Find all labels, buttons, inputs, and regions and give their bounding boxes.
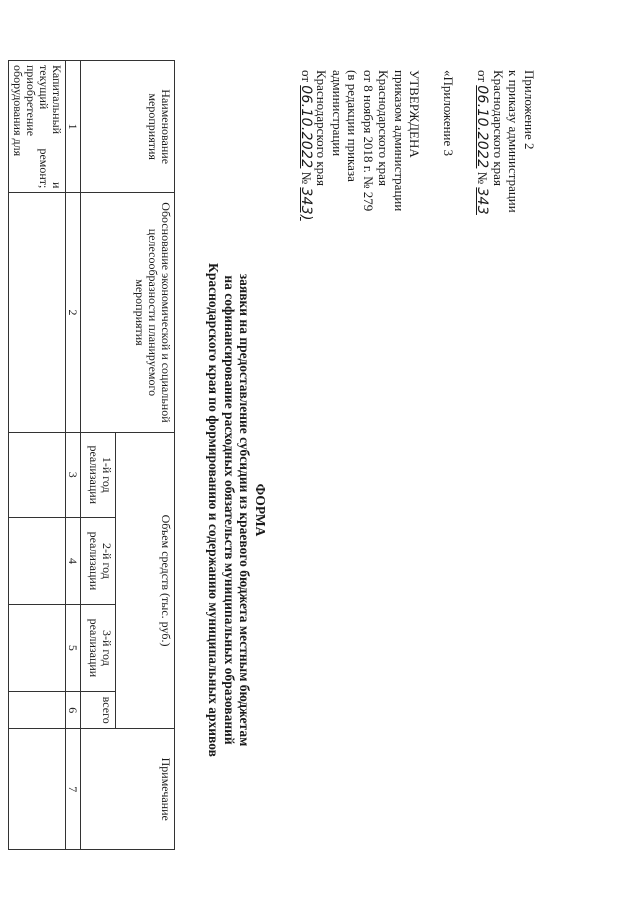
- number-prefix: №: [475, 171, 491, 185]
- header-cell-year3: 3-й год реализации: [81, 604, 116, 691]
- handwritten-number: 343): [298, 187, 314, 221]
- handwritten-number: 343: [474, 187, 491, 215]
- table-cell: [9, 691, 66, 729]
- approved-line: администрации: [330, 70, 345, 157]
- column-numbers-row: [66, 61, 81, 850]
- table-cell: [9, 517, 66, 604]
- appendix-line: Приложение 2: [522, 70, 537, 150]
- column-number: 6: [66, 691, 81, 729]
- form-title-line: заявки на предоставление субсидии из краевого бюджета местным бюджетам: [237, 273, 253, 747]
- table-row: [9, 61, 66, 850]
- appendix-date-line: [474, 70, 491, 290]
- appendix-line: к приказу администрации: [506, 70, 522, 213]
- header-cell-volume: Объем средств (тыс. руб.): [116, 432, 175, 729]
- header-cell-name: Наименование мероприятия: [81, 61, 175, 193]
- table-cell: [9, 729, 66, 850]
- table-cell-name: Капитальный и текущий ремонт; приобретение оборудования для: [9, 61, 66, 193]
- column-number: 2: [66, 193, 81, 432]
- header-cell-note: Примечание: [81, 729, 175, 850]
- number-prefix: №: [299, 171, 314, 185]
- table-cell: [9, 193, 66, 432]
- column-number: 1: [66, 61, 81, 193]
- approved-line: от 8 ноября 2018 г. № 279: [361, 70, 376, 212]
- form-title-line: Краснодарского края по формированию и содержанию муниципальных архивов: [206, 263, 222, 757]
- column-number: 4: [66, 517, 81, 604]
- column-number: 3: [66, 432, 81, 517]
- approved-line: приказом администрации: [392, 70, 407, 212]
- approved-line: (в редакции приказа: [345, 70, 361, 182]
- form-title-block: [206, 160, 268, 860]
- table-cell: [9, 604, 66, 691]
- approved-line: Краснодарского края: [314, 70, 330, 186]
- handwritten-date: 06.10.2022: [298, 85, 314, 169]
- table-header-row: [116, 61, 175, 850]
- date-prefix: от: [299, 70, 314, 83]
- application-form-table: [8, 60, 175, 850]
- column-number: 5: [66, 604, 81, 691]
- approved-date-line: [298, 70, 315, 290]
- approved-title: УТВЕРЖДЕНА: [407, 70, 423, 158]
- date-prefix: от: [475, 70, 491, 83]
- column-number: 7: [66, 729, 81, 850]
- handwritten-date: 06.10.2022: [474, 85, 491, 169]
- form-heading: ФОРМА: [253, 483, 268, 537]
- appendix-line: Краснодарского края: [491, 70, 506, 186]
- header-cell-justification: Обоснование экономической и социальной целесообразности планируемого мероприятия: [81, 193, 175, 432]
- table-cell: [9, 432, 66, 517]
- header-cell-year1: 1-й год реализации: [81, 432, 116, 517]
- appendix-header: [298, 70, 538, 290]
- header-cell-year2: 2-й год реализации: [81, 517, 116, 604]
- header-cell-total: всего: [81, 691, 116, 729]
- approved-line: Краснодарского края: [376, 70, 392, 186]
- prev-appendix-line: «Приложение 3: [441, 70, 456, 157]
- form-title-line: на софинансирование расходных обязательств муниципальных образований: [222, 275, 237, 745]
